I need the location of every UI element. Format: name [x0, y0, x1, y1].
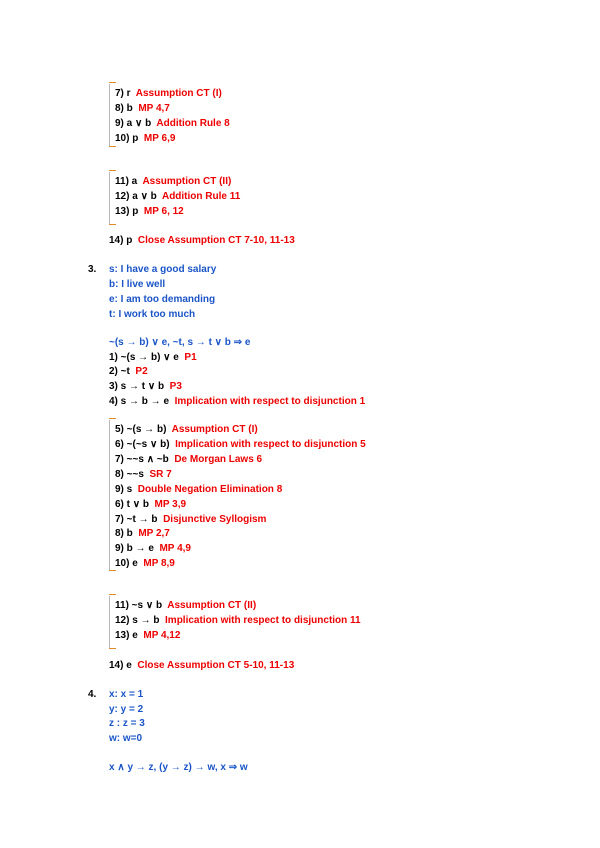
proof-step: 11) ~s ∨ b Assumption CT (II) [115, 600, 257, 611]
premise-step: 3) s → t ∨ b P3 [109, 381, 182, 392]
block-end-tick [109, 648, 116, 649]
block-end-tick [109, 224, 116, 225]
section-number: 4. [88, 689, 97, 700]
proof-step: 7) ~t → b Disjunctive Syllogism [115, 514, 267, 525]
block-start-tick [109, 418, 116, 419]
proposition-def: e: I am too demanding [109, 294, 216, 305]
block-end-tick [109, 146, 116, 147]
premise-step: 1) ~(s → b) ∨ e P1 [109, 352, 197, 363]
argument-statement: ~(s → b) ∨ e, ~t, s → t ∨ b ⇒ e [109, 337, 251, 348]
proof-step: 13) p MP 6, 12 [115, 206, 184, 217]
conclusion-step: 14) p Close Assumption CT 7-10, 11-13 [109, 235, 295, 246]
proof-step: 12) s → b Implication with respect to disjunction 11 [115, 615, 361, 626]
proposition-def: t: I work too much [109, 309, 196, 320]
assumption-block-1 [109, 82, 409, 152]
proof-step: 9) b → e MP 4,9 [115, 543, 191, 554]
proof-step: 10) p MP 6,9 [115, 133, 176, 144]
proof-step: 6) ~(~s ∨ b) Implication with respect to disjunction 5 [115, 439, 366, 450]
proposition-def: b: I live well [109, 279, 166, 290]
conclusion-step: 14) e Close Assumption CT 5-10, 11-13 [109, 660, 295, 671]
proof-step: 8) b MP 4,7 [115, 103, 170, 114]
argument-statement: x ∧ y → z, (y → z) → w, x ⇒ w [109, 762, 248, 773]
proof-step: 7) r Assumption CT (I) [115, 88, 222, 99]
proposition-def: z : z = 3 [109, 718, 145, 729]
block-bar [109, 420, 110, 570]
assumption-block-2 [109, 594, 429, 652]
proof-step: 8) b MP 2,7 [115, 528, 170, 539]
proposition-def: x: x = 1 [109, 689, 144, 700]
proof-step: 12) a ∨ b Addition Rule 11 [115, 191, 241, 202]
assumption-block-1 [109, 418, 429, 574]
block-start-tick [109, 594, 116, 595]
block-end-tick [109, 570, 116, 571]
block-start-tick [109, 170, 116, 171]
proof-step: 9) a ∨ b Addition Rule 8 [115, 118, 230, 129]
block-bar [109, 172, 110, 224]
premise-step: 4) s → b → e Implication with respect to disjunction 1 [109, 396, 366, 407]
proposition-def: y: y = 2 [109, 704, 144, 715]
premise-step: 2) ~t P2 [109, 366, 148, 377]
proof-step: 13) e MP 4,12 [115, 630, 181, 641]
proof-step: 8) ~~s SR 7 [115, 469, 172, 480]
proof-step: 10) e MP 8,9 [115, 558, 175, 569]
proof-step: 9) s Double Negation Elimination 8 [115, 484, 283, 495]
block-start-tick [109, 82, 116, 83]
proof-step: 5) ~(s → b) Assumption CT (I) [115, 424, 258, 435]
block-bar [109, 84, 110, 146]
section-number: 3. [88, 264, 97, 275]
proposition-def: w: w=0 [109, 733, 143, 744]
proposition-def: s: I have a good salary [109, 264, 217, 275]
block-bar [109, 596, 110, 648]
assumption-block-2 [109, 170, 409, 228]
proof-step: 11) a Assumption CT (II) [115, 176, 232, 187]
proof-step: 7) ~~s ∧ ~b De Morgan Laws 6 [115, 454, 263, 465]
proof-step: 6) t ∨ b MP 3,9 [115, 499, 187, 510]
